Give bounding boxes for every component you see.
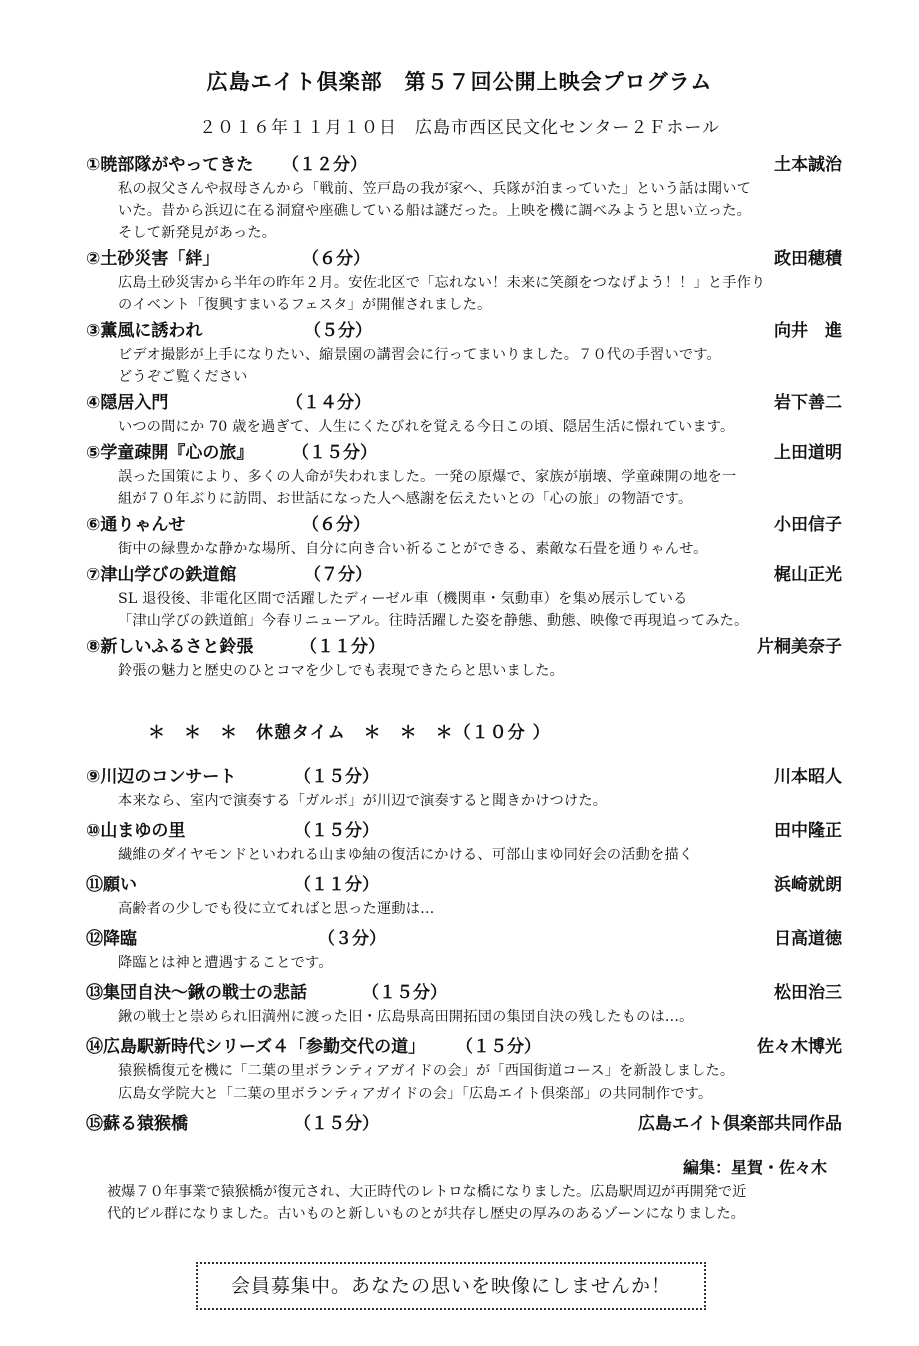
program-title: ②土砂災害「絆」 — [86, 249, 220, 269]
program-description-line: いつの間にか 70 歳を過ぎて、人生にくたびれを覚える今日この頃、隠居生活に憬れています。 — [118, 419, 735, 435]
program-item-header — [86, 872, 842, 898]
program-item — [86, 152, 842, 244]
program-description-line: 本来なら、室内で演奏する「ガルボ」が川辺で演奏すると聞きかけつけた。 — [118, 793, 608, 809]
program-description-line: そして新発見があった。 — [118, 225, 277, 241]
program-item-header — [86, 512, 842, 538]
program-description — [118, 344, 842, 388]
program-item — [86, 440, 842, 510]
program-title: ①暁部隊がやってきた — [86, 155, 254, 175]
program-duration: （１５分） — [456, 1037, 541, 1057]
program-author: 小田信子 — [774, 515, 842, 535]
program-description — [118, 538, 842, 560]
program-title: ⑨川辺のコンサート — [86, 767, 237, 787]
program-author: 浜崎就朗 — [774, 875, 842, 895]
program-description — [118, 1060, 842, 1106]
event-date-venue: ２０１６年１１月１０日 広島市西区民文化センター２Ｆホール — [199, 118, 720, 138]
program-description-line: ビデオ撮影が上手になりたい、縮景園の講習会に行ってまいりました。７０代の手習いです。 — [118, 347, 721, 363]
program-item-header — [86, 634, 842, 660]
program-description — [118, 660, 842, 682]
program-description — [118, 844, 842, 867]
final-description-line: 被爆７０年事業で猿猴橋が復元され、大正時代のレトロな橋になりました。広島駅周辺が再開発で近 — [107, 1184, 747, 1200]
program-duration: （１５分） — [294, 767, 379, 787]
program-duration: （１５分） — [292, 443, 377, 463]
member-recruit-box: 会員募集中。あなたの思いを映像にしませんか！ — [196, 1262, 706, 1310]
program-description-line: のイベント「復興すまいるフェスタ」が開催されました。 — [118, 297, 492, 313]
program-item-header — [86, 818, 842, 844]
program-description-line: 広島土砂災害から半年の昨年２月。安佐北区で「忘れない！未来に笑顔をつなげよう！！」と手作り — [118, 275, 766, 291]
program-author: 松田治三 — [774, 983, 842, 1003]
program-duration: （３分） — [318, 929, 386, 949]
program-item — [86, 512, 842, 560]
program-item — [86, 926, 842, 975]
program-title: ⑦津山学びの鉄道館 — [86, 565, 237, 585]
program-description-line: 私の叔父さんや叔母さんから「戦前、笠戸島の我が家へ、兵隊が泊まっていた」という話は聞いて — [118, 181, 752, 197]
program-duration: （７分） — [304, 565, 372, 585]
program-title: ⑫降臨 — [86, 929, 137, 949]
program-item — [86, 318, 842, 388]
program-description-line: いた。昔から浜辺に在る洞窟や座礁している船は謎だった。上映を機に調べみようと思い立った。 — [118, 203, 752, 219]
program-item — [86, 390, 842, 438]
program-title: ⑬集団自決～鍬の戦士の悲話 — [86, 983, 307, 1003]
program-author: 片桐美奈子 — [757, 637, 842, 657]
program-title: ③薫風に誘われ — [86, 321, 203, 341]
program-item — [86, 1111, 842, 1137]
program-item — [86, 246, 842, 316]
program-description-line: SL 退役後、非電化区間で活躍したディーゼル車（機関車・気動車）を集め展示している — [118, 591, 688, 607]
program-duration: （６分） — [302, 515, 370, 535]
program-title: ⑮蘇る猿猴橋 — [86, 1114, 188, 1134]
program-item — [86, 872, 842, 921]
program-author: 日高道徳 — [774, 929, 842, 949]
program-author: 梶山正光 — [774, 565, 842, 585]
program-author: 上田道明 — [774, 443, 842, 463]
program-duration: （１５分） — [362, 983, 447, 1003]
program-item-header — [86, 318, 842, 344]
program-title: ⑭広島駅新時代シリーズ４「参勤交代の道」 — [86, 1037, 426, 1057]
program-author: 政田穂積 — [774, 249, 842, 269]
page-title: 広島エイト倶楽部 第５７回公開上映会プログラム — [206, 70, 713, 94]
program-item — [86, 980, 842, 1029]
editor-credit: 編集：星賀・佐々木 — [682, 1158, 827, 1177]
intermission-line: ＊ ＊ ＊ 休憩タイム ＊ ＊ ＊（１０分 ） — [148, 723, 551, 743]
program-description-line: 鍬の戦士と崇められ旧満州に渡った旧・広島県高田開拓団の集団自決の残したものは…。 — [118, 1009, 694, 1025]
program-list-part2 — [86, 764, 842, 1142]
program-item — [86, 818, 842, 867]
program-item-header — [86, 1111, 842, 1137]
program-duration: （６分） — [302, 249, 370, 269]
program-description-line: 誤った国策により、多くの人命が失われました。一発の原爆で、家族が崩壊、学童疎開の地を一 — [118, 469, 737, 485]
program-item-header — [86, 562, 842, 588]
program-item-header — [86, 980, 842, 1006]
program-duration: （１５分） — [294, 1114, 379, 1134]
program-item-header — [86, 246, 842, 272]
program-title: ⑪願い — [86, 875, 137, 895]
program-description-line: 組が７０年ぶりに訪問、お世話になった人へ感謝を伝えたいとの「心の旅」の物語です。 — [118, 491, 693, 507]
program-duration: （５分） — [304, 321, 372, 341]
program-description — [118, 416, 842, 438]
program-item-header — [86, 390, 842, 416]
program-title: ⑧新しいふるさと鈴張 — [86, 637, 254, 657]
program-description — [118, 588, 842, 632]
program-description — [118, 466, 842, 510]
program-duration: （１１分） — [294, 875, 379, 895]
program-title: ⑩山まゆの里 — [86, 821, 186, 841]
program-author: 広島エイト倶楽部共同作品 — [638, 1114, 842, 1134]
program-description — [118, 952, 842, 975]
program-list-part1 — [86, 152, 842, 684]
program-duration: （１１分） — [300, 637, 385, 657]
program-description-line: 繊維のダイヤモンドといわれる山まゆ紬の復活にかける、可部山まゆ同好会の活動を描く — [118, 847, 694, 863]
program-item-header — [86, 764, 842, 790]
program-description-line: どうぞご覧ください — [118, 369, 248, 385]
program-title: ⑤学童疎開『心の旅』 — [86, 443, 254, 463]
program-item — [86, 634, 842, 682]
program-description-line: 猿猴橋復元を機に「二葉の里ボランティアガイドの会」が「西国街道コース」を新設しました。 — [118, 1063, 735, 1079]
program-title: ⑥通りゃんせ — [86, 515, 186, 535]
final-description — [107, 1181, 746, 1225]
program-description-line: 鈴張の魅力と歴史のひとコマを少しでも表現できたらと思いました。 — [118, 663, 565, 679]
program-description — [118, 1006, 842, 1029]
program-duration: （１５分） — [294, 821, 379, 841]
program-item-header — [86, 152, 842, 178]
program-author: 川本昭人 — [774, 767, 842, 787]
program-description — [118, 178, 842, 244]
program-author: 向井 進 — [774, 321, 842, 341]
program-description-line: 降臨とは神と遭遇することです。 — [118, 955, 333, 971]
program-duration: （１２分） — [282, 155, 367, 175]
program-description-line: 広島女学院大と「二葉の里ボランティアガイドの会」「広島エイト倶楽部」の共同制作です。 — [118, 1086, 713, 1102]
program-description-line: 高齢者の少しでも役に立てればと思った運動は… — [118, 901, 435, 917]
program-title: ④隠居入門 — [86, 393, 169, 413]
program-item — [86, 1034, 842, 1106]
program-item — [86, 764, 842, 813]
program-description — [118, 790, 842, 813]
program-item-header — [86, 1034, 842, 1060]
program-duration: （１４分） — [286, 393, 371, 413]
program-item — [86, 562, 842, 632]
program-author: 田中隆正 — [774, 821, 842, 841]
program-author: 岩下善二 — [774, 393, 842, 413]
program-item-header — [86, 926, 842, 952]
program-description — [118, 898, 842, 921]
program-description-line: 街中の緑豊かな静かな場所、自分に向き合い祈ることができる、素敵な石畳を通りゃんせ。 — [118, 541, 708, 557]
program-item-header — [86, 440, 842, 466]
program-author: 土本誠治 — [774, 155, 842, 175]
program-description-line: 「津山学びの鉄道館」今春リニューアル。往時活躍した姿を静態、動態、映像で再現追ってみた。 — [118, 613, 749, 629]
program-author: 佐々木博光 — [757, 1037, 842, 1057]
program-description — [118, 272, 842, 316]
final-description-line: 代的ビル群になりました。古いものと新しいものとが共存し歴史の厚みのあるゾーンになりました。 — [107, 1206, 745, 1222]
